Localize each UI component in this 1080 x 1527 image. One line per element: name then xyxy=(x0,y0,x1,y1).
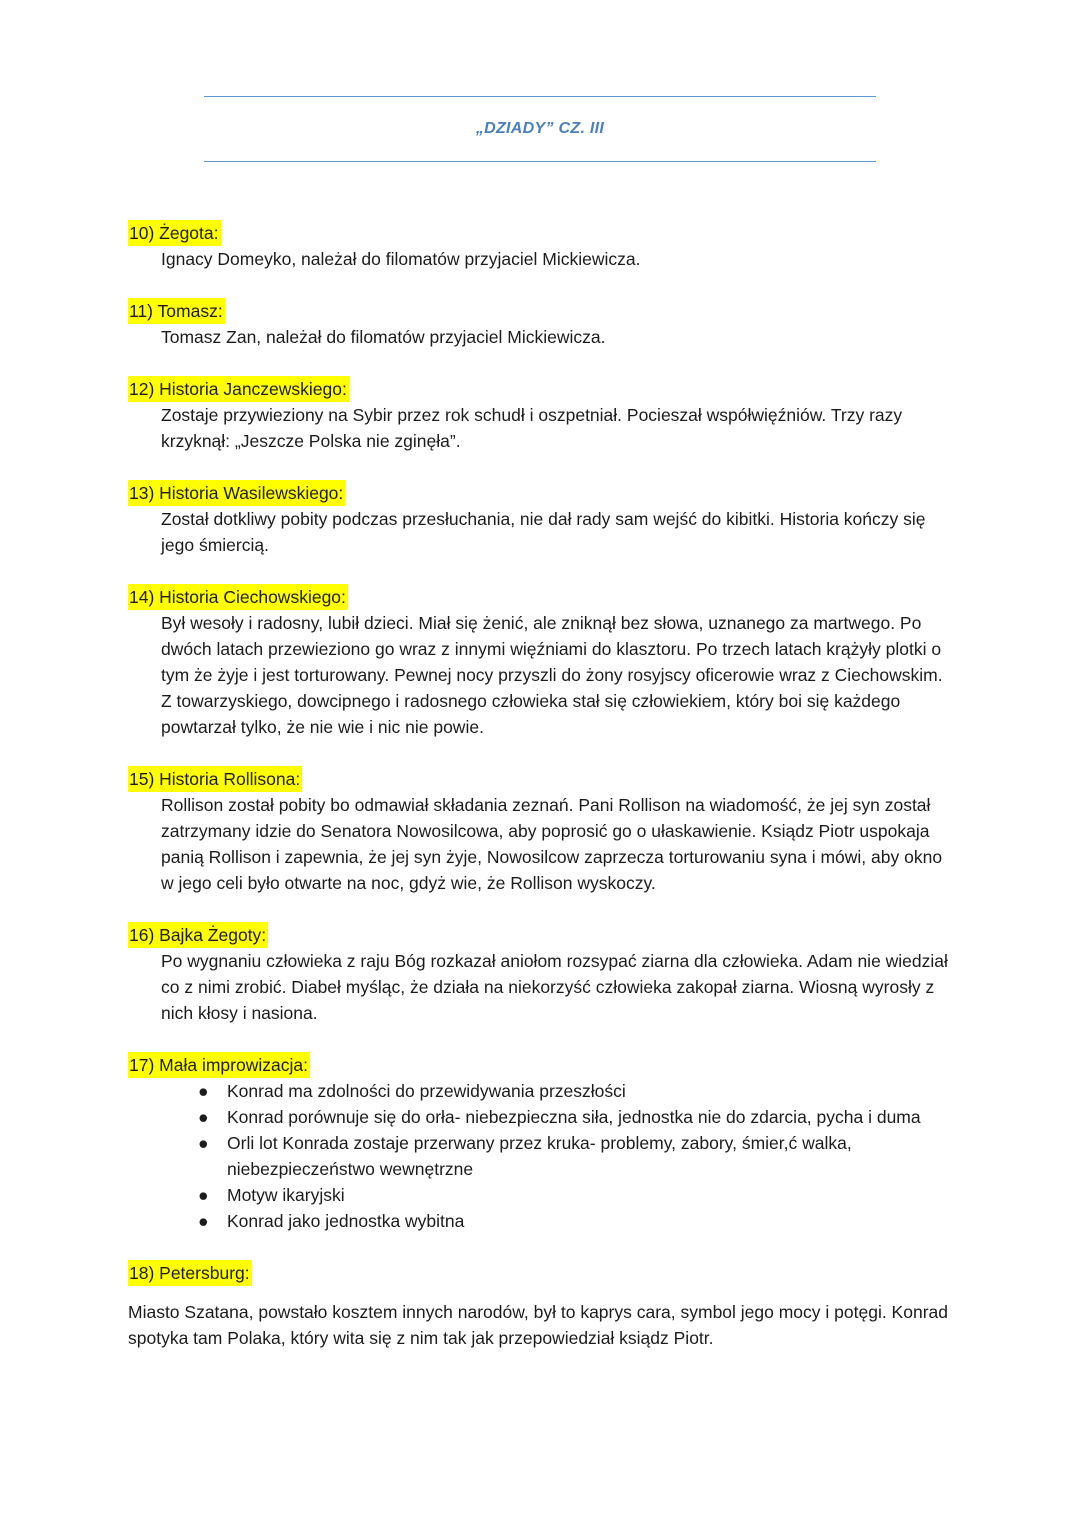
section-mala-improwizacja xyxy=(128,1052,958,1234)
list-item xyxy=(198,1078,958,1104)
list-item-text: Konrad jako jednostka wybitna xyxy=(227,1211,465,1231)
section-wasilewski xyxy=(128,480,958,558)
section-text: Był wesoły i radosny, lubił dzieci. Miał się żenić, ale zniknął bez słowa, uznanego za martwego. Po dwóch latach przewieziono go wraz z innymi więźniami do klasztoru. Po trzech latach krążyły plotki o tym że żyje i jest torturowany. Pewnej nocy przyszli do żony rosyjscy oficerowie wraz z Ciechowskim. Z towarzyskiego, dowcipnego i radosnego człowieka stał się człowiekiem, który boi się każdego powtarzał tylko, że nie wie i nic nie powie. xyxy=(161,613,943,737)
bullet-list xyxy=(128,1078,958,1234)
section-rollison xyxy=(128,766,958,896)
section-text: Ignacy Domeyko, należał do filomatów przyjaciel Mickiewicza. xyxy=(161,249,641,269)
section-text: Po wygnaniu człowieka z raju Bóg rozkazał aniołom rozsypać ziarna dla człowieka. Adam nie wiedział co z nimi zrobić. Diabeł myśląc, że działa na niekorzyść człowieka zakopał ziarna. Wiosną wyrosły z nich kłosy i nasiona. xyxy=(161,951,948,1023)
list-item-text: Konrad porównuje się do orła- niebezpieczna siła, jednostka nie do zdarcia, pycha i duma xyxy=(227,1107,921,1127)
content xyxy=(128,220,958,1377)
section-tomasz xyxy=(128,298,958,350)
list-item xyxy=(198,1182,958,1208)
section-text: Zostaje przywieziony na Sybir przez rok schudł i oszpetniał. Pocieszał współwięźniów. Trzy razy krzyknął: „Jeszcze Polska nie zginęła”. xyxy=(161,405,903,451)
section-heading: 13) Historia Wasilewskiego: xyxy=(128,480,345,506)
list-item-text: Konrad ma zdolności do przewidywania przeszłości xyxy=(227,1081,626,1101)
section-heading: 14) Historia Ciechowskiego: xyxy=(128,584,348,610)
bullet-icon: ● xyxy=(198,1211,209,1231)
section-heading: 17) Mała improwizacja: xyxy=(128,1052,310,1078)
section-zegota xyxy=(128,220,958,272)
list-item-text: Orli lot Konrada zostaje przerwany przez kruka- problemy, zabory, śmier,ć walka, niebezpieczeństwo wewnętrzne xyxy=(227,1133,852,1179)
bullet-icon: ● xyxy=(198,1107,209,1127)
section-heading: 15) Historia Rollisona: xyxy=(128,766,302,792)
section-heading: 12) Historia Janczewskiego: xyxy=(128,376,349,402)
list-item xyxy=(198,1104,958,1130)
page-title: „DZIADY” CZ. III xyxy=(475,120,605,137)
section-heading: 11) Tomasz: xyxy=(128,298,225,324)
section-text: Został dotkliwy pobity podczas przesłuchania, nie dał rady sam wejść do kibitki. Historia kończy się jego śmiercią. xyxy=(161,509,926,555)
bottom-rule xyxy=(204,161,876,162)
section-heading: 10) Żegota: xyxy=(128,220,221,246)
list-item-text: Motyw ikaryjski xyxy=(227,1185,345,1205)
section-bajka-zegoty xyxy=(128,922,958,1026)
section-text: Miasto Szatana, powstało kosztem innych narodów, był to kaprys cara, symbol jego mocy i potęgi. Konrad spotyka tam Polaka, który wita się z nim tak jak przepowiedział ksiądz Piotr. xyxy=(128,1302,948,1348)
bullet-icon: ● xyxy=(198,1185,209,1205)
section-heading: 16) Bajka Żegoty: xyxy=(128,922,268,948)
bullet-icon: ● xyxy=(198,1133,209,1153)
list-item xyxy=(198,1208,958,1234)
list-item xyxy=(198,1130,958,1182)
section-petersburg xyxy=(128,1260,958,1351)
section-janczewski xyxy=(128,376,958,454)
title-block xyxy=(204,96,876,162)
section-ciechowski xyxy=(128,584,958,740)
section-text: Rollison został pobity bo odmawiał składania zeznań. Pani Rollison na wiadomość, że jej syn został zatrzymany idzie do Senatora Nowosilcowa, aby poprosić go o ułaskawienie. Ksiądz Piotr uspokaja panią Rollison i zapewnia, że jej syn żyje, Nowosilcow zaprzecza torturowaniu syna i mówi, aby okno w jego celi było otwarte na noc, gdyż wie, że Rollison wyskoczy. xyxy=(161,795,943,893)
section-heading: 18) Petersburg: xyxy=(128,1260,252,1286)
bullet-icon: ● xyxy=(198,1081,209,1101)
section-text: Tomasz Zan, należał do filomatów przyjaciel Mickiewicza. xyxy=(161,327,606,347)
